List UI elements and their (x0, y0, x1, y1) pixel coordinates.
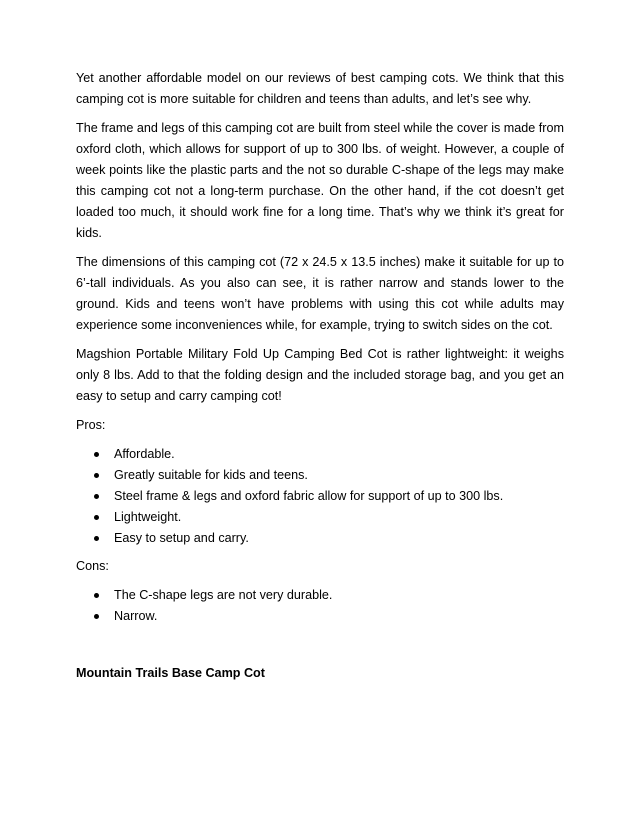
bullet-icon (94, 473, 99, 478)
bullet-icon (94, 515, 99, 520)
list-item-text: Narrow. (114, 609, 158, 623)
bullet-icon (94, 614, 99, 619)
cons-list (76, 585, 564, 627)
weight-paragraph: Magshion Portable Military Fold Up Camping Bed Cot is rather lightweight: it weighs only 8 lbs. Add to that the folding design and the included storage bag, and you get an easy to setup and carry camping cot! (76, 347, 564, 403)
materials-paragraph: The frame and legs of this camping cot are built from steel while the cover is made from oxford cloth, which allows for support of up to 300 lbs. of weight. However, a couple of week points like the plastic parts and the not so durable C-shape of the legs may make this camping cot not a long-term purchase. On the other hand, if the cot doesn’t get loaded too much, it should work fine for a long time. That’s why we think it’s great for kids. (76, 121, 564, 240)
bullet-icon (94, 452, 99, 457)
list-item (76, 486, 564, 507)
list-item-text: Easy to setup and carry. (114, 531, 249, 545)
list-item (76, 444, 564, 465)
section-heading: Mountain Trails Base Camp Cot (76, 666, 265, 680)
cons-label: Cons: (76, 559, 109, 573)
list-item-text: Affordable. (114, 447, 175, 461)
document-page (76, 68, 564, 684)
intro-paragraph: Yet another affordable model on our reviews of best camping cots. We think that this camping cot is more suitable for children and teens than adults, and let’s see why. (76, 71, 564, 106)
pros-label: Pros: (76, 418, 106, 432)
list-item-text: Lightweight. (114, 510, 182, 524)
list-item (76, 528, 564, 549)
list-item-text: Greatly suitable for kids and teens. (114, 468, 308, 482)
pros-list (76, 444, 564, 549)
list-item (76, 585, 564, 606)
bullet-icon (94, 536, 99, 541)
list-item-text: The C-shape legs are not very durable. (114, 588, 333, 602)
list-item-text: Steel frame & legs and oxford fabric allow for support of up to 300 lbs. (114, 489, 504, 503)
dimensions-paragraph: The dimensions of this camping cot (72 x 24.5 x 13.5 inches) make it suitable for up to 6’-tall individuals. As you also can see, it is rather narrow and stands lower to the ground. Kids and teens won’t have problems with using this cot while adults may experience some inconveniences while, for example, trying to switch sides on the cot. (76, 255, 564, 332)
bullet-icon (94, 494, 99, 499)
list-item (76, 465, 564, 486)
list-item (76, 606, 564, 627)
list-item (76, 507, 564, 528)
bullet-icon (94, 593, 99, 598)
